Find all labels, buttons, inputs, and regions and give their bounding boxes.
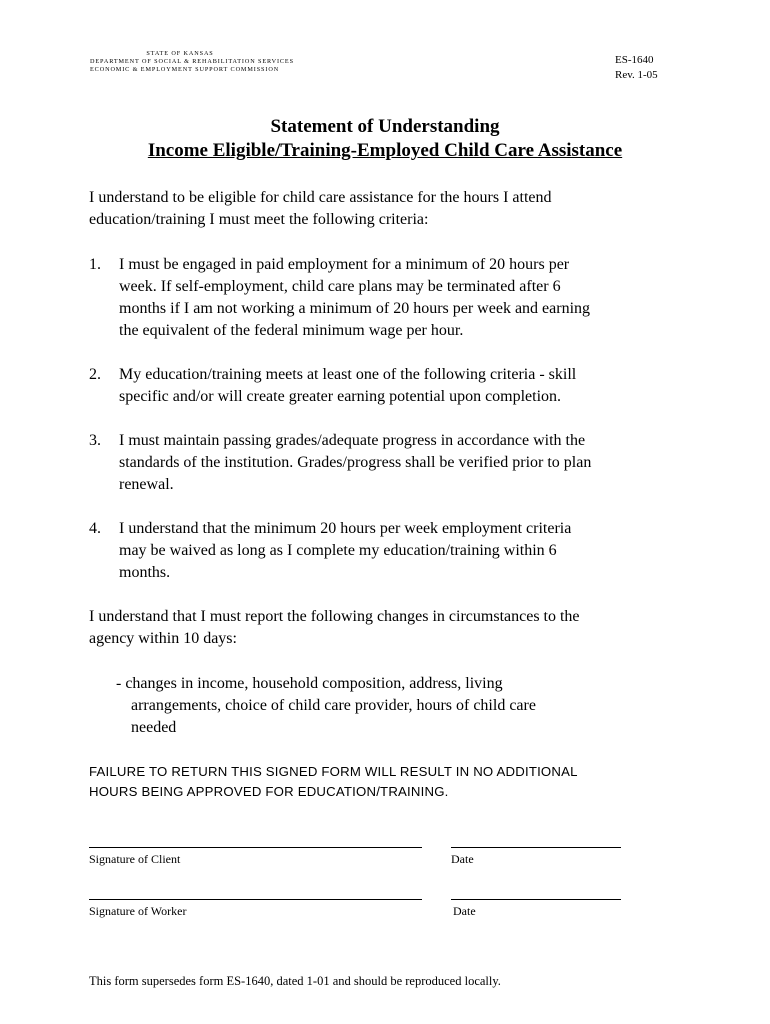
changes-line: I understand that I must report the following changes in circumstances to the bbox=[89, 608, 580, 625]
criterion-line: the equivalent of the federal minimum wage per hour. bbox=[119, 322, 464, 339]
criterion-text bbox=[119, 254, 590, 342]
intro-paragraph bbox=[89, 187, 689, 231]
worker-signature-line[interactable] bbox=[89, 899, 422, 900]
agency-department: DEPARTMENT OF SOCIAL & REHABILITATION SERVICES bbox=[90, 58, 294, 65]
client-date-label: Date bbox=[451, 852, 474, 866]
criterion-line: months. bbox=[119, 564, 171, 581]
criterion-text bbox=[119, 430, 591, 496]
criterion-text bbox=[119, 518, 571, 584]
criterion-line: renewal. bbox=[119, 476, 174, 493]
criterion-line: My education/training meets at least one of the following criteria - skill bbox=[119, 366, 577, 383]
criterion-number: 4. bbox=[89, 520, 101, 537]
changes-item-line: needed bbox=[131, 719, 177, 736]
criterion-number: 2. bbox=[89, 366, 101, 383]
agency-state: STATE OF KANSAS bbox=[146, 50, 214, 57]
criterion-line: I understand that the minimum 20 hours per week employment criteria bbox=[119, 520, 572, 537]
client-signature-label: Signature of Client bbox=[89, 852, 181, 866]
document-title: Statement of Understanding bbox=[270, 116, 500, 137]
client-date-line[interactable] bbox=[451, 847, 621, 848]
criterion-line: may be waived as long as I complete my education/training within 6 bbox=[119, 542, 557, 559]
changes-paragraph bbox=[89, 606, 689, 650]
criterion-line: specific and/or will create greater earning potential upon completion. bbox=[119, 388, 562, 405]
criterion-number: 3. bbox=[89, 432, 101, 449]
warning-line: FAILURE TO RETURN THIS SIGNED FORM WILL RESULT IN NO ADDITIONAL bbox=[89, 764, 578, 779]
criterion-line: I must maintain passing grades/adequate progress in accordance with the bbox=[119, 432, 586, 449]
worker-signature-label: Signature of Worker bbox=[89, 904, 187, 918]
criterion-line: I must be engaged in paid employment for a minimum of 20 hours per bbox=[119, 256, 570, 273]
client-signature-line[interactable] bbox=[89, 847, 422, 848]
changes-list-item bbox=[116, 673, 536, 739]
worker-date-label: Date bbox=[453, 904, 476, 918]
document-subtitle: Income Eligible/Training-Employed Child Care Assistance bbox=[147, 140, 623, 161]
changes-item-line: - changes in income, household composition, address, living bbox=[116, 675, 503, 692]
agency-commission: ECONOMIC & EMPLOYMENT SUPPORT COMMISSION bbox=[90, 66, 280, 73]
changes-line: agency within 10 days: bbox=[89, 630, 237, 647]
criterion-line: week. If self-employment, child care plans may be terminated after 6 bbox=[119, 278, 561, 295]
criterion-text bbox=[119, 364, 576, 408]
failure-warning bbox=[89, 762, 578, 802]
agency-header bbox=[90, 50, 294, 74]
form-number: ES-1640 bbox=[615, 54, 654, 66]
warning-line: HOURS BEING APPROVED FOR EDUCATION/TRAINING. bbox=[89, 784, 449, 799]
form-identifier bbox=[615, 53, 658, 83]
changes-item-line: arrangements, choice of child care provider, hours of child care bbox=[131, 697, 536, 714]
criterion-number: 1. bbox=[89, 256, 101, 273]
criterion-line: standards of the institution. Grades/progress shall be verified prior to plan bbox=[119, 454, 592, 471]
criterion-line: months if I am not working a minimum of 20 hours per week and earning bbox=[119, 300, 591, 317]
intro-line: education/training I must meet the following criteria: bbox=[89, 211, 429, 228]
form-footer-note: This form supersedes form ES-1640, dated 1-01 and should be reproduced locally. bbox=[89, 974, 501, 988]
form-revision: Rev. 1-05 bbox=[615, 69, 658, 81]
intro-line: I understand to be eligible for child care assistance for the hours I attend bbox=[89, 189, 552, 206]
worker-date-line[interactable] bbox=[451, 899, 621, 900]
